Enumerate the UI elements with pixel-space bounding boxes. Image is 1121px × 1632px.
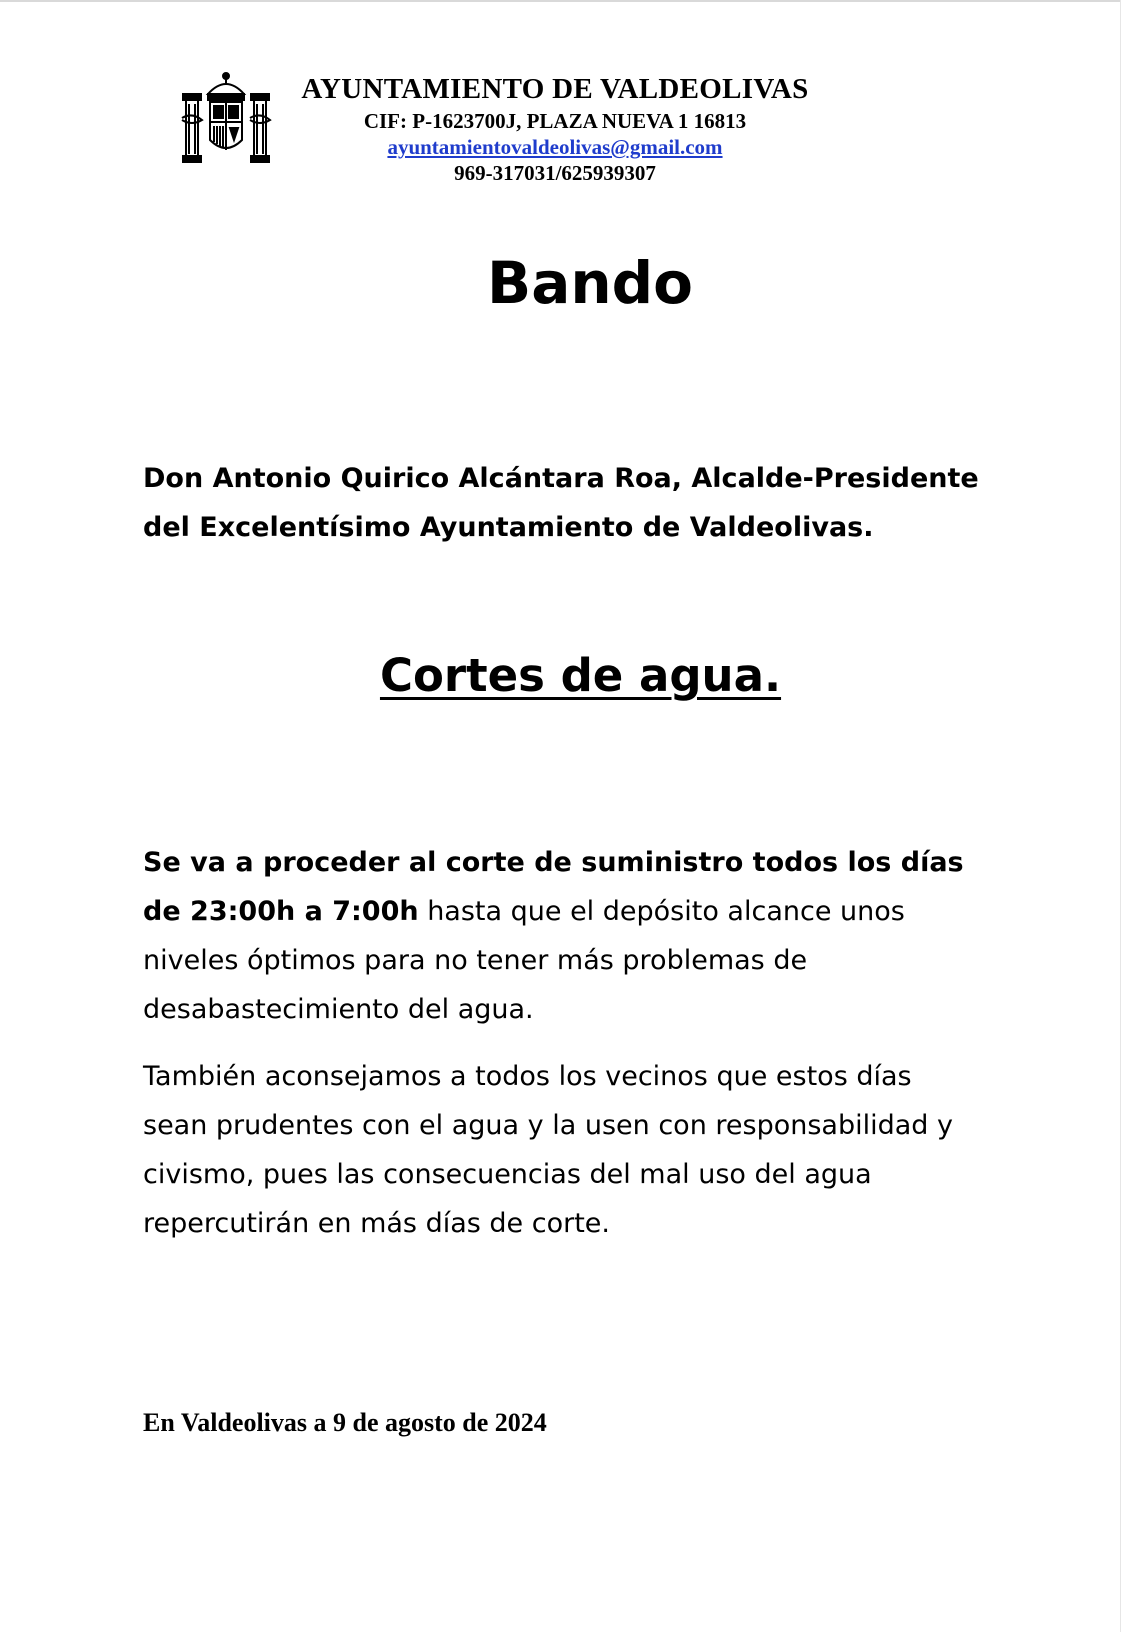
page-top-border — [0, 0, 1121, 2]
spain-coat-of-arms-icon — [180, 70, 272, 166]
paragraph-1-rest: hasta que el depósito alcance unos niveles óptimos para no tener más problemas de desabastecimiento del agua. — [143, 896, 905, 1025]
letterhead — [270, 72, 840, 186]
dateline: En Valdeolivas a 9 de agosto de 2024 — [143, 1408, 547, 1437]
paragraph-1-bold: Se va a proceder al corte de suministro todos los días de 23:00h a 7:00h — [143, 847, 964, 927]
document-title: Bando — [486, 249, 693, 317]
mayor-line-1: Don Antonio Quirico Alcántara Roa, Alcalde-Presidente — [143, 463, 979, 494]
mayor-line-2: del Excelentísimo Ayuntamiento de Valdeolivas. — [143, 512, 874, 543]
subject-heading-wrap — [0, 648, 1121, 704]
body-paragraph-1 — [143, 838, 983, 1034]
letterhead-phones: 969-317031/625939307 — [454, 161, 656, 185]
letterhead-cif-address: CIF: P-1623700J, PLAZA NUEVA 1 16813 — [363, 109, 747, 133]
letterhead-name: AYUNTAMIENTO DE VALDEOLIVAS — [301, 73, 809, 105]
mayor-statement — [143, 454, 1003, 552]
letterhead-email-link[interactable]: ayuntamientovaldeolivas@gmail.com — [387, 135, 723, 159]
subject-heading: Cortes de agua. — [379, 649, 782, 702]
body-paragraph-2: También aconsejamos a todos los vecinos que estos días sean prudentes con el agua y la usen con responsabilidad y civismo, pues las consecuencias del mal uso del agua repercutirán en más días de corte. — [143, 1061, 953, 1239]
